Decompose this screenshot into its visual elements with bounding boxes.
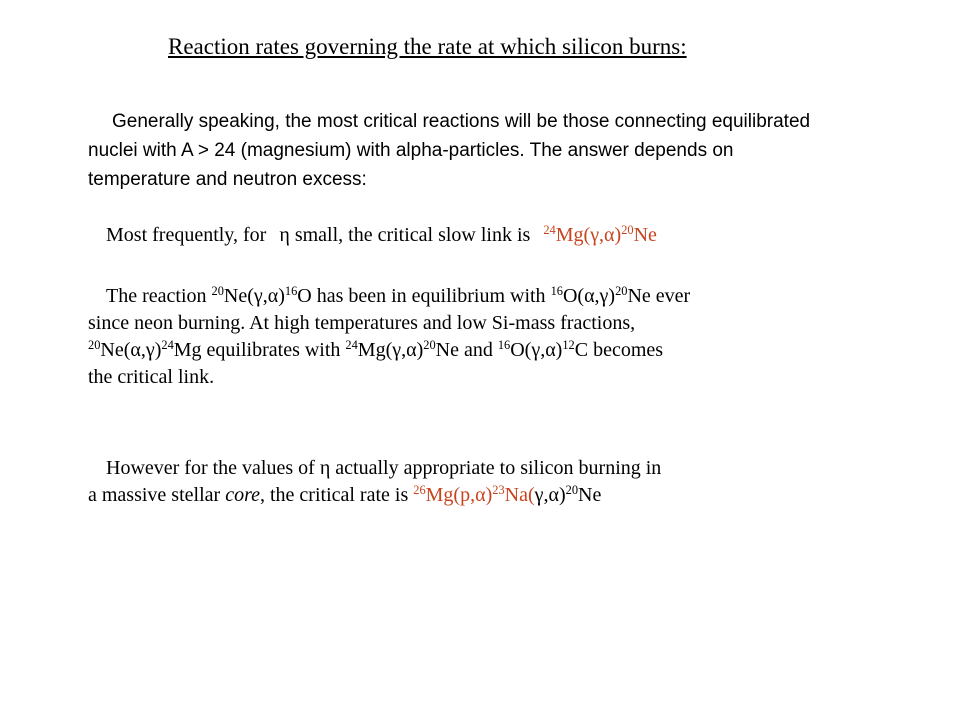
intro-paragraph — [88, 107, 810, 194]
paragraph-neon-equilibrium — [88, 283, 690, 391]
intro-line-1: Generally speaking, the most critical reactions will be those connecting equilibrated — [112, 111, 811, 132]
reaction-mg24-gamma-alpha-ne20: $^{24}Mg(\gamma,\alpha)^{20}Ne$ — [543, 223, 657, 246]
reaction-na23-gamma-alpha-ne20: γ,α)$^{20}$Ne — [534, 483, 602, 506]
intro-line-3: temperature and neutron excess: — [88, 169, 367, 190]
p1-line — [88, 222, 657, 249]
p1-text-mid: small, the critical slow link is — [289, 224, 536, 246]
intro-line-2: nuclei with A > 24 (magnesium) with alpha-particles. The answer depends on — [88, 140, 734, 161]
p3-line-1: However for the values of η actually appropriate to silicon burning in — [106, 457, 662, 479]
p3-line-2: a massive stellar core, the critical rate is $^{26}Mg(p,\alpha)^{23}Na(\gamma,\alpha)^{20}Ne$ — [88, 483, 602, 506]
core-word: core — [225, 484, 260, 506]
eta-symbol: η — [279, 224, 290, 246]
paragraph-most-frequently — [88, 222, 657, 249]
p2-line-2: since neon burning. At high temperatures and low Si-mass fractions, — [88, 312, 636, 334]
eta-symbol: η — [319, 457, 331, 479]
paragraph-however — [88, 455, 661, 509]
slide-title: Reaction rates governing the rate at which silicon burns: — [168, 34, 687, 59]
reaction-mg26-p-alpha-na23: $^{26}Mg(p,\alpha)^{23}Na$( — [413, 483, 535, 506]
p1-text-pre: Most frequently, for — [106, 224, 272, 246]
p2-line-3: $^{20}Ne(\alpha,\gamma)^{24}Mg$ equilibrates with $^{24}Mg(\gamma,\alpha)^{20}Ne$ and $^{16}O(\gamma,\alpha)^{12}C$ becomes — [88, 338, 664, 361]
p2-line-1: The reaction $^{20}Ne(\gamma,\alpha)^{16}O$ has been in equilibrium with $^{16}O(\alpha,\gamma)^{20}Ne$ ever — [106, 284, 691, 307]
p2-line-4: the critical link. — [88, 366, 215, 388]
